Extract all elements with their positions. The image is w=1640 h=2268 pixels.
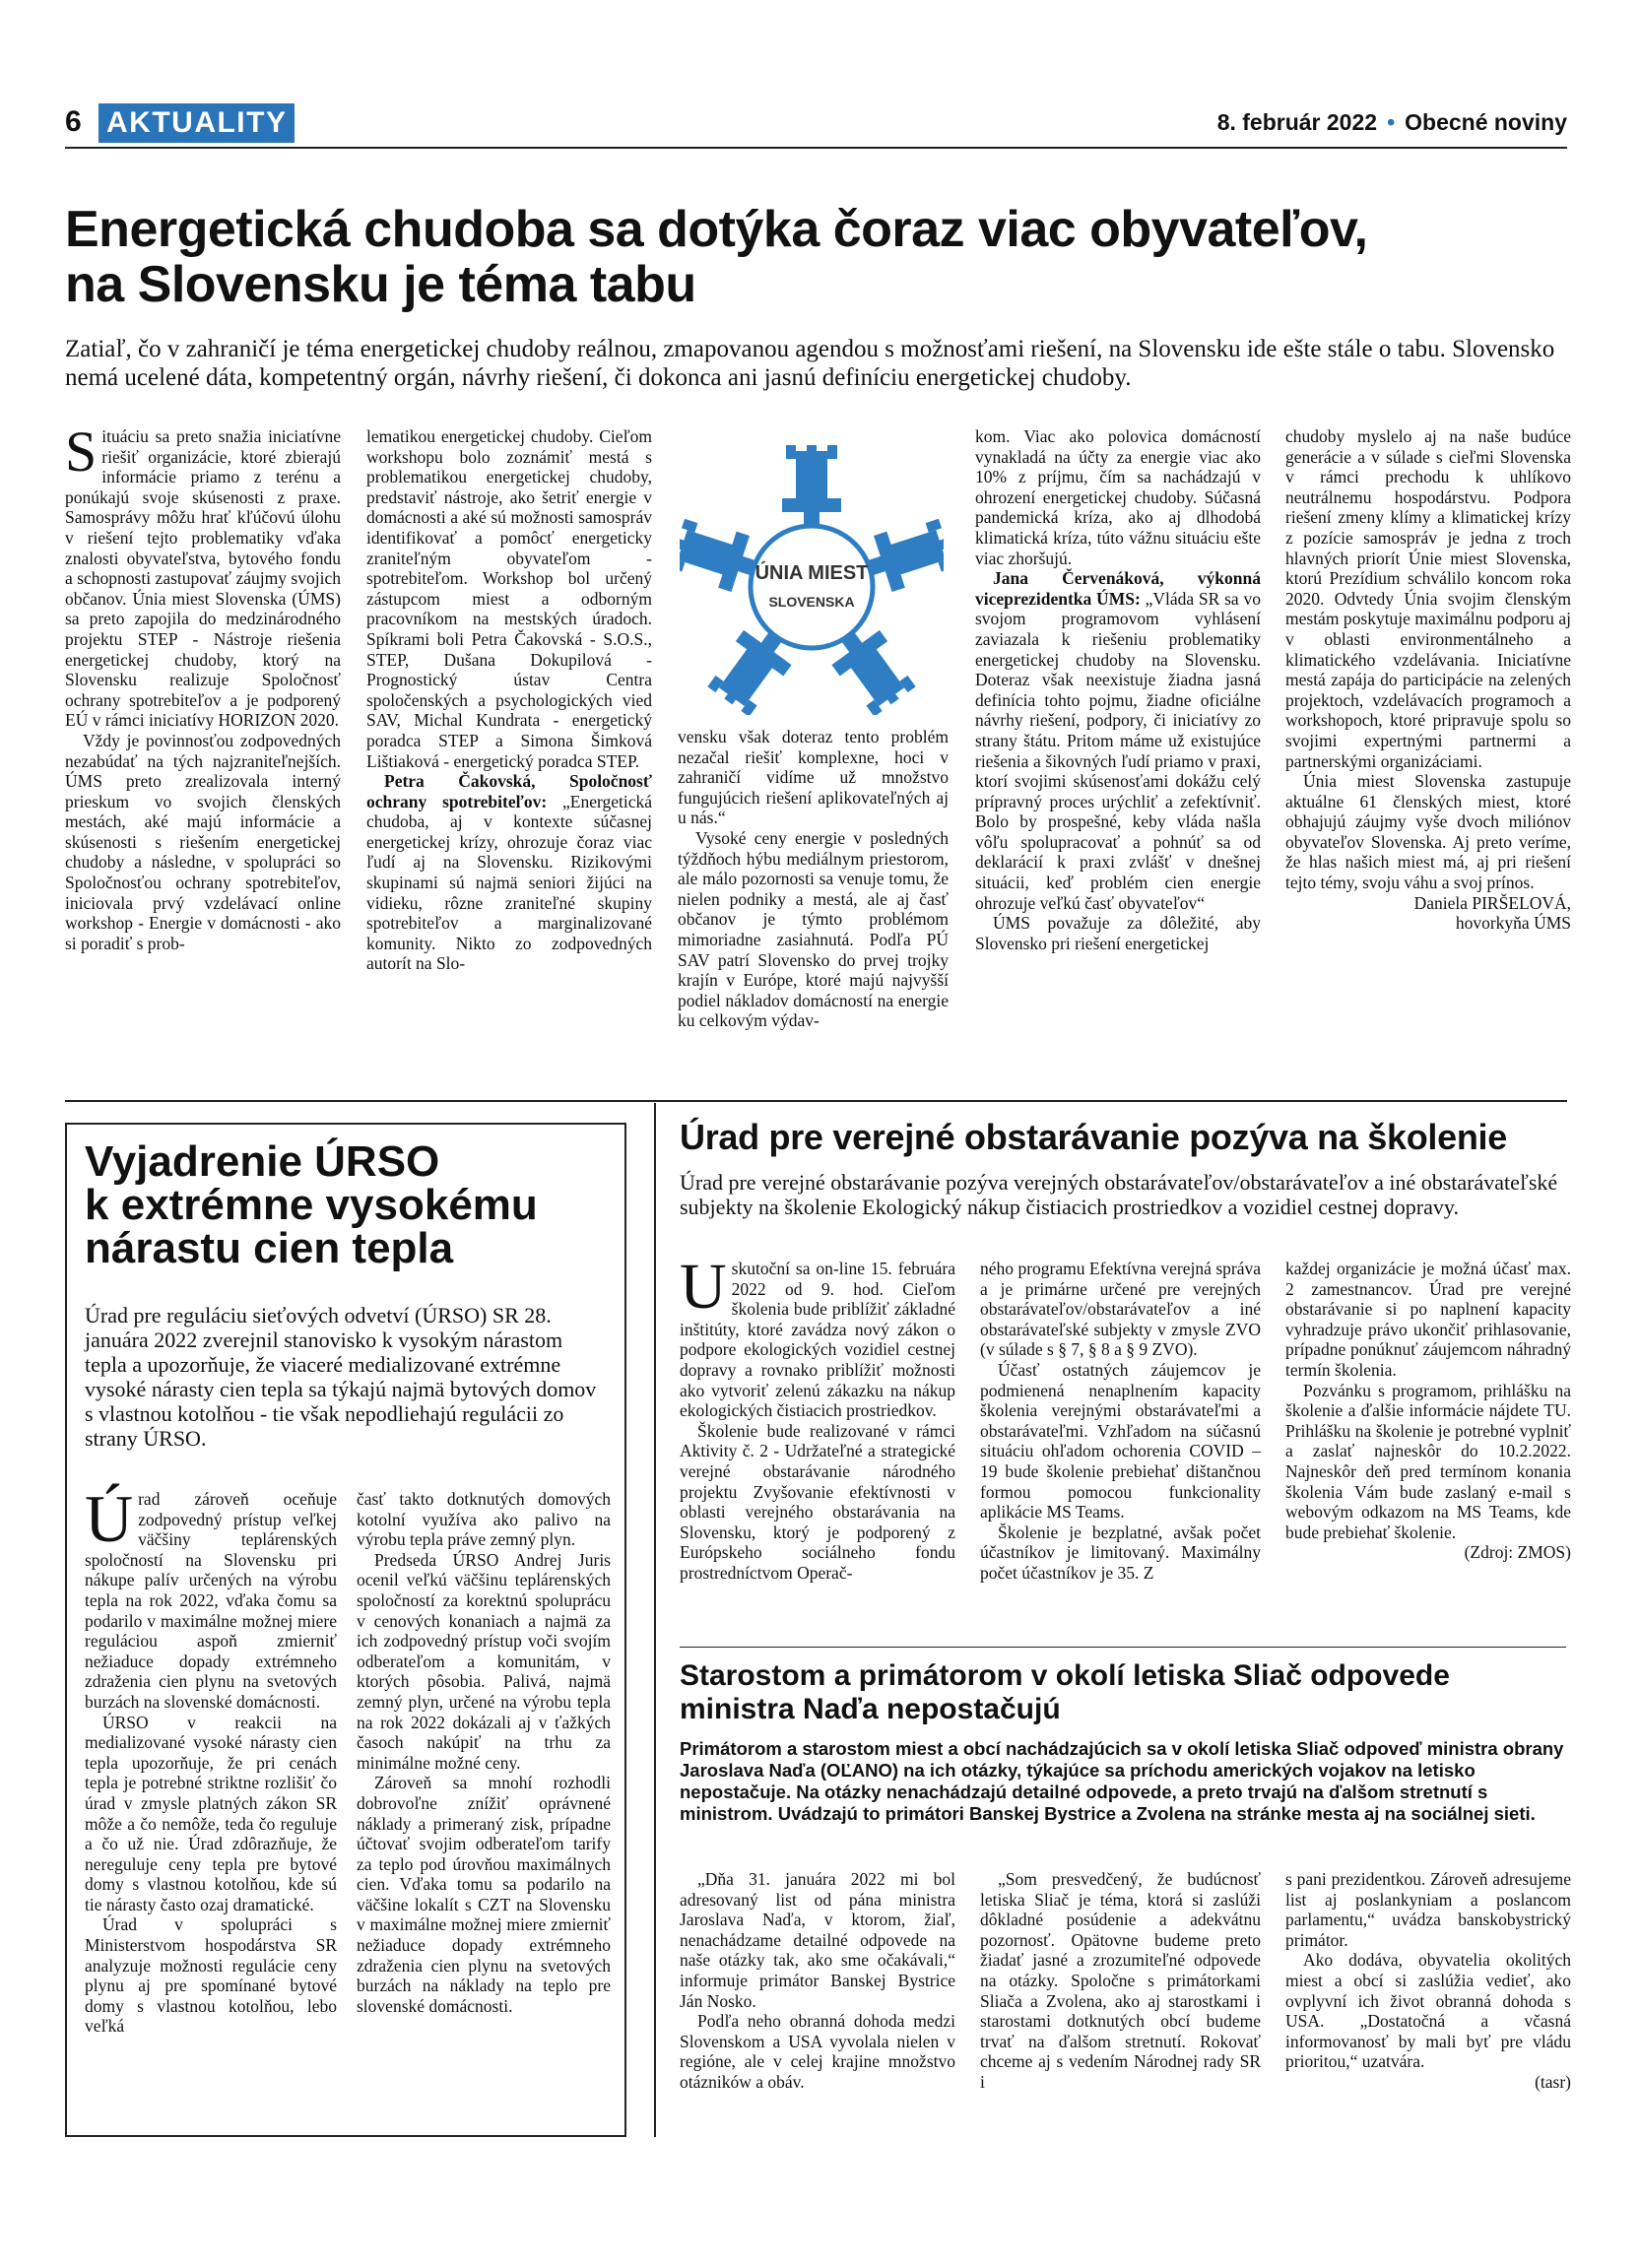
article3-lead: Úrad pre verejné obstarávanie pozýva verejných obstarávateľov/obstarávateľov a iné obstarávateľské subjekty na školenie Ekologický nákup čistiacich prostriedkov a vozidiel cestnej dopravy. — [680, 1170, 1558, 1219]
article3-col2: ného programu Efektívna verejná správa a je primárne určené pre verejných obstarávateľov/obstarávateľov a iné obstarávateľské subjekty v zmysle ZVO (v súlade s § 7, § 8 a § 9 ZVO). Účasť ostatných záujemcov je podmienená nenaplnením kapacity školenia verejnými obstarávateľmi a obstarávateľmi. Vzhľadom na súčasnú situáciu ohľadom ochorenia COVID – 19 bude školenie prebiehať dištančnou formou pomocou funkcionality aplikácie MS Teams. Školenie je bezplatné, avšak počet účastníkov je limitovaný. Maximálny počet účastníkov je 35. Z — [980, 1259, 1261, 1583]
article4-lead: Primátorom a starostom miest a obcí nachádzajúcich sa v okolí letiska Sliač odpoveď ministra obrany Jaroslava Naďa (OĽANO) na ich otázky, týkajúce sa príchodu amerických vojakov na letisko nepostačuje. Na otázky nenachádzajú detailné odpovede, a preto trvajú na ďalšom stretnutí s ministrom. Uvádzajú to primátori Banskej Bystrice a Zvolena na stránke mesta aj na sociálnej sieti. — [680, 1738, 1564, 1824]
article3-col1: Uskutoční sa on-line 15. februára 2022 od 9. hod. Cieľom školenia bude priblížiť základné inštitúty, ktoré zavádza nový zákon o podpore ekologických vozidiel cestnej dopravy a rovnako priblížiť možnosti ako vytvoriť zelenú zákazku na nákup ekologických čistiacich prostriedkov. Školenie bude realizované v rámci Aktivity č. 2 - Udržateľné a strategické verejné obstarávanie národného projektu Zvyšovanie efektívnosti v oblasti verejného obstarávania na Slovensku, ktorý je podporený z Európskeho sociálneho fondu prostredníctvom Operač- — [680, 1251, 955, 1583]
article1-col1: Situáciu sa preto snažia iniciatívne riešiť organizácie, ktoré zbierajú informácie priamo z terénu a ponúkajú svoje skúsenosti z praxe. Samosprávy môžu hrať kľúčovú úlohu v riešení tejto problematiky vďaka znalosti obyvateľstva, bytového fondu a schopnosti zastupovať záujmy svojich občanov. Únia miest Slovenska (ÚMS) sa preto zapojila do medzinárodného projektu STEP - Nástroje riešenia energetickej chudoby, ktorý na Slovensku realizuje Spoločnosť ochrany spotrebiteľov a je podporený EÚ v rámci iniciatívy HORIZON 2020. Vždy je povinnosťou zodpovedných nezabúdať na tých najzraniteľnejších. ÚMS preto zrealizovala interný prieskum vo svojich členských mestách, aké majú informácie a skúsenosti s riešením energetickej chudoby a následne, v spolupráci so Spoločnosťou ochrany spotrebiteľov, iniciovala prvý vzdelávací online workshop - Energie v domácnosti - ako si poradiť s prob- — [65, 420, 341, 953]
article2-col1: Úrad zároveň oceňuje zodpovedný prístup veľkej väčšiny teplárenských spoločností na Slovensku pri nákupe palív určených na výrobu tepla na rok 2022, vďaka čomu sa podarilo v maximálne možnej miere reguláciou aspoň zmierniť nežiaduce dopady extrémneho zdraženia cien plynu na svetových burzách na slovenské domácnosti. ÚRSO v reakcii na medializované vysoké nárasty cien tepla upozorňuje, že pri cenách tepla je potrebné striktne rozlišiť čo úrad v zmysle platných zákon SR môže a čo nemôže, teda čo reguluje a čo už nie. Úrad zdôrazňuje, že nereguluje ceny tepla pre bytové domy s vlastnou kotolňou, kde sú tie nárasty často ozaj dramatické. Úrad v spolupráci s Ministerstvom hospodárstva SR analyzuje možnosti regulácie ceny plynu aj pre spomínané bytové domy s vlastnou kotolňou, lebo veľká — [85, 1481, 337, 2037]
logo-ring — [751, 526, 873, 648]
page-number: 6 — [65, 105, 82, 138]
issue-date: 8. február 2022 — [1216, 109, 1378, 135]
drop-cap: S — [65, 420, 98, 484]
column-divider — [654, 1103, 656, 2137]
article1-col4: kom. Viac ako polovica domácností vynakladá na účty za energie viac ako 10% z príjmu, čím sa nachádzajú v ohrození energetickej chudoby. Súčasná pandemická kríza, ako aj dlhodobá klimatická kríza, túto vážnu situáciu ešte viac zhoršujú. Jana Červenáková, výkonná viceprezidentka ÚMS: „Vláda SR sa vo svojom programovom vyhlásení zaviazala k riešeniu problematiky energetickej chudoby na Slovensku. Doteraz však neexistuje žiadna jasná definícia tohto pojmu, žiadne oficiálne návrhy riešení, podpory, či iniciatívy zo strany štátu. Pritom máme už existujúce riešenia a šikovných ľudí priamo v praxi, ktorí svojimi skúsenosťami dokážu celý prípravný proces urýchliť a zefektívniť. Bolo by prospešné, keby vláda našla vôľu spolupracovať a pohnúť sa od deklarácií k praxi zvlášť v dnešnej situácii, keď problém cien energie ohrozuje veľkú časť obyvateľov“ ÚMS považuje za dôležité, aby Slovensko pri riešení energetickej — [975, 426, 1261, 953]
article2-lead: Úrad pre reguláciu sieťových odvetví (ÚRSO) SR 28. januára 2022 zverejnil stanovisko k vysokým nárastom tepla a upozorňuje, že viaceré medializované extrémne vysoké nárasty cien tepla sa týkajú najmä bytových domov s vlastnou kotolňou - tie však nepodliehajú regulácii zo strany ÚRSO. — [85, 1303, 597, 1451]
article1-col3: vensku však doteraz tento problém nezačal riešiť komplexne, hoci v zahraničí vidíme už množstvo fungujúcich riešení aplikovateľných aj u nás.“ Vysoké ceny energie v posledných týždňoch hýbu mediálnym priestorom, ale málo pozornosti sa venuje tomu, že nielen podniky a mestá, ale aj časť občanov je týmto problémom mimoriadne zasiahnutá. Podľa PÚ SAV patrí Slovensko do prvej trojky krajín v Európe, ktoré majú najvyšší podiel nákladov domácností na energie ku celkovým výdav- — [678, 727, 949, 1031]
article2-headline: Vyjadrenie ÚRSO k extrémne vysokému nárastu cien tepla — [85, 1137, 538, 1272]
article4-col2: „Som presvedčený, že budúcnosť letiska Sliač je téma, ktorá si zaslúži dôkladné posúdenie a adekvátnu pozornosť. Opätovne budeme preto žiadať jasné a zrozumiteľné odpovede na otázky. Spoločne s primátorkami Sliača a Zvolena, ako aj starostkami i starostami dotknutých obcí budeme trvať na ďalšom stretnutí. Rokovať chceme aj s vedením Národnej rady SR i — [980, 1869, 1261, 2092]
paper-name: Obecné noviny — [1405, 109, 1567, 135]
logo-text-2: SLOVENSKA — [768, 594, 855, 610]
article3-source: (Zdroj: ZMOS) — [1464, 1542, 1571, 1563]
article1-headline — [65, 202, 1582, 312]
article4-col3: s pani prezidentkou. Zároveň adresujeme list aj poslankyniam a poslancom parlamentu,“ uvádza banskobystrický primátor. Ako dodáva, obyvatelia okolitých miest a obcí si zaslúžia vedieť, ako ovplyvní ich život obranná dohoda s USA. „Dostatočná a včasná informovanosť by mali byť pre vládu prioritou,“ uzatvára. (tasr) — [1285, 1869, 1571, 2092]
issue-info — [1217, 109, 1567, 136]
article4-col1: „Dňa 31. januára 2022 mi bol adresovaný list od pána ministra Jaroslava Naďa, v ktorom, žiaľ, nenachádzame detailné odpovede na naše otázky tak, ako sme očakávali,“ informuje primátor Banskej Bystrice Ján Nosko. Podľa neho obranná dohoda medzi Slovenskom a USA vyvolala nielen v regióne, ale v celej krajine množstvo otázników a obáv. — [680, 1869, 955, 2092]
separator-dot: • — [1387, 109, 1396, 135]
article1-title-line1: Energetická chudoba sa dotýka čoraz viac obyvateľov, — [65, 201, 1368, 258]
article2-col2: časť takto dotknutých domových kotolní využíva ako palivo na výrobu tepla práve zemný plyn. Predseda ÚRSO Andrej Juris ocenil veľkú väčšinu teplárenských spoločností za korektnú spoluprácu v cenových konaniach a najmä za ich zodpovedný prístup voči svojím odberateľom a komunitám, v ktorých pôsobia. Palivá, najmä zemný plyn, určené na výrobu tepla na rok 2022 dokázali aj v ťažkých časoch nakúpiť na trhu za minimálne možné ceny. Zároveň sa mnohí rozhodli dobrovoľne znížiť oprávnené náklady a primeraný zisk, prípadne účtovať svojim odberateľom tarify za teplo pod úrovňou maximálnych cien. Vďaka tomu sa podarilo na väčšine lokalít s CZT na Slovensku v maximálne možnej miere zmierniť nežiaduce dopady extrémneho zdraženia cien plynu na svetových burzách na náklady na teplo pre slovenské domácnosti. — [357, 1489, 611, 2016]
section-rule — [680, 1647, 1566, 1648]
article3-col3: každej organizácie je možná účasť max. 2 zamestnancov. Úrad pre verejné obstarávanie si po naplnení kapacity vyhradzuje právo ukončiť prihlasovanie, prípadne ponúknuť záujemcom náhradný termín školenia. Pozvánku s programom, prihlášku na školenie a ďalšie informácie nájdete TU. Prihlášku na školenie je potrebné vyplniť a zaslať najneskôr do 10.2.2022. Najneskôr deň pred termínom konania školenia Vám bude zaslaný e-mail s webovým odkazom na MS Teams, kde bude prebiehať školenie. (Zdroj: ZMOS) — [1285, 1259, 1571, 1563]
drop-cap: Ú — [85, 1481, 134, 1556]
article3-headline: Úrad pre verejné obstarávanie pozýva na školenie — [680, 1117, 1507, 1157]
article4-source: (tasr) — [1535, 2071, 1571, 2092]
drop-cap: U — [680, 1251, 727, 1323]
article1-title-line2: na Slovensku je téma tabu — [65, 256, 696, 313]
article1-signature: Daniela PIRŠELOVÁ, hovorkyňa ÚMS — [1413, 892, 1571, 934]
logo-text-1: ÚNIA MIEST — [754, 562, 869, 584]
article1-col5: chudoby myslelo aj na naše budúce generácie a v súlade s cieľmi Slovenska v rámci prechodu k uhlíkovo neutrálnemu hospodárstvu. Podpora riešení zmeny klímy a klimatickej krízy z pozície samospráv je jedna z troch hlavných priorít Únie miest Slovenska, ktorú Prezídium schválilo koncom roka 2020. Odvtedy Únia svojim členským mestám poskytuje maximálnu podporu aj v oblasti environmentálneho a klimatického vzdelávania. Iniciatívne mestá zapája do participácie na zelených projektoch, vzdelávacích programoch a workshopoch, ktoré pripravuje spolu so svojimi expertnými partnermi a partnerskými organizáciami. Únia miest Slovenska zastupuje aktuálne 61 členských miest, ktoré obhajujú záujmy vyše dvoch miliónov obyvateľov Slovenska. Aj preto veríme, že hlas našich miest má, aj pri riešení tejto témy, svoju váhu a svoj prínos. Daniela PIRŠELOVÁ, hovorkyňa ÚMS — [1285, 426, 1571, 934]
article1-lead: Zatiaľ, čo v zahraničí je téma energetickej chudoby reálnou, zmapovanou agendou s možnosťami riešení, na Slovensku ide ešte stále o tabu. Slovensko nemá ucelené dáta, kompetentný orgán, návrhy riešení, či dokonca ani jasnú definíciu energetickej chudoby. — [65, 336, 1555, 391]
unia-miest-logo — [680, 441, 944, 715]
section-label: AKTUALITY — [98, 103, 295, 143]
page-header — [65, 103, 1567, 145]
header-rule — [65, 147, 1567, 149]
article1-col2: lematikou energetickej chudoby. Cieľom workshopu bolo zoznámiť mestá s problematikou energetickej chudoby, predstaviť nástroje, ako šetriť energie v domácnosti a aké sú možnosti samospráv identifikovať a pomôcť energeticky zraniteľným obyvateľom - spotrebiteľom. Workshop bol určený zástupcom miest a odborným pracovníkom na mestských úradoch. Spíkrami boli Petra Čakovská - S.O.S., STEP, Dušana Dokupilová - Prognostický ústav Centra spoločenských a psychologických vied SAV, Michal Kundrata - energetický poradca STEP a Simona Šimková Lištiaková - energetický poradca STEP. Petra Čakovská, Spoločnosť ochrany spotrebiteľov: „Energetická chudoba, aj v kontexte súčasnej energetickej krízy, ohrozuje čoraz viac ľudí aj na Slovensku. Rizikovými skupinami sú najmä seniori žijúci na vidieku, rôzne zraniteľné skupiny spotrebiteľov a marginalizované komunity. Nikto zo zodpovedných autorít na Slo- — [366, 426, 653, 974]
section-rule — [65, 1100, 1567, 1102]
article4-headline: Starostom a primátorom v okolí letiska Sliač odpovede ministra Naďa nepostačujú — [680, 1659, 1450, 1725]
